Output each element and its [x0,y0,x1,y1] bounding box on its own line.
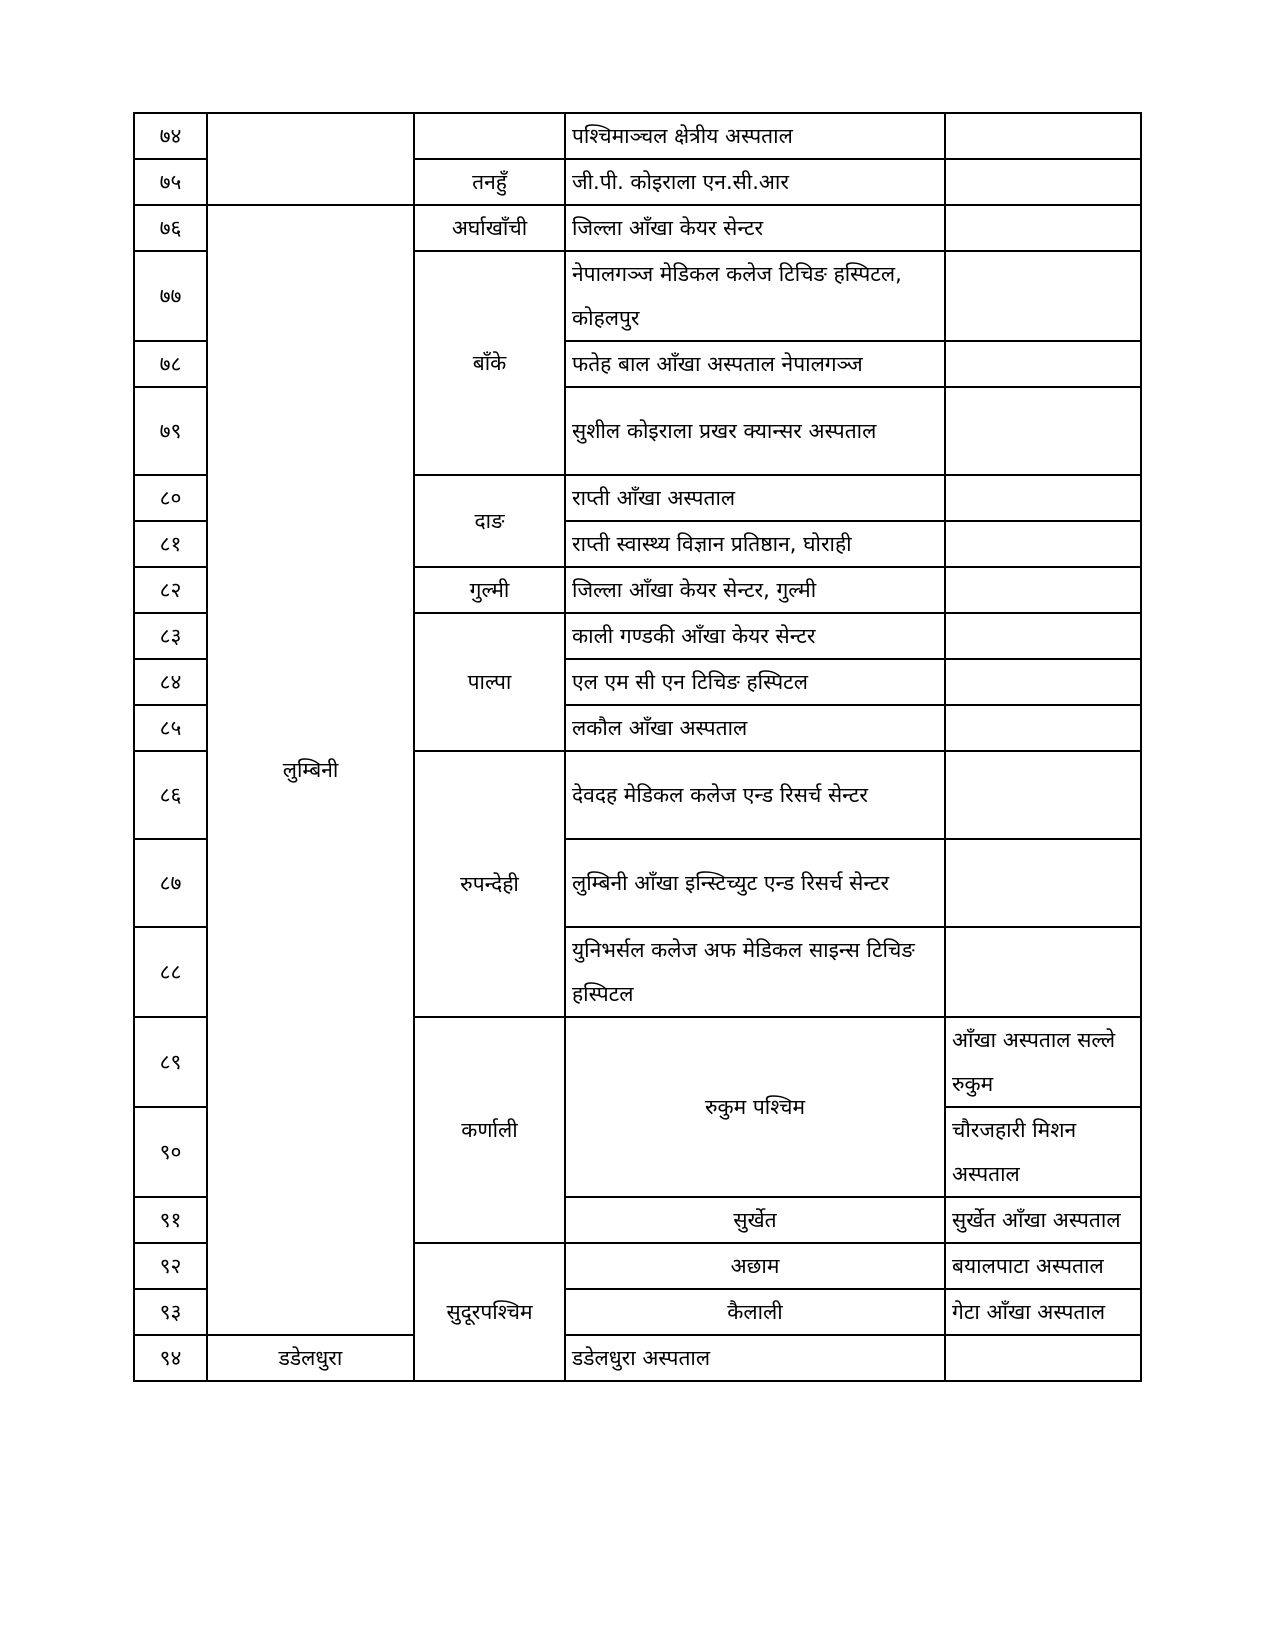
province-cell: सुदूरपश्चिम [414,1243,565,1381]
hospital-name-cell: बयालपाटा अस्पताल [945,1243,1141,1289]
serial-number-cell: ७५ [134,159,207,205]
serial-number-cell: ७८ [134,341,207,387]
district-cell: सुर्खेत [565,1197,945,1243]
serial-number-cell: ८० [134,475,207,521]
province-cell [207,113,414,205]
serial-number-cell: ९३ [134,1289,207,1335]
remarks-cell [945,613,1141,659]
remarks-cell [945,475,1141,521]
serial-number-cell: ८३ [134,613,207,659]
hospital-table [133,112,1142,1382]
remarks-cell [945,113,1141,159]
remarks-cell [945,927,1141,1017]
serial-number-cell: ९४ [134,1335,207,1381]
serial-number-cell: ८५ [134,705,207,751]
remarks-cell [945,839,1141,927]
serial-number-cell: ९० [134,1107,207,1197]
hospital-name-cell: जिल्ला आँखा केयर सेन्टर, गुल्मी [565,567,945,613]
province-cell: लुम्बिनी [207,205,414,1335]
serial-number-cell: ८८ [134,927,207,1017]
hospital-name-cell: चौरजहारी मिशन अस्पताल [945,1107,1141,1197]
remarks-cell [945,159,1141,205]
district-cell: पाल्पा [414,613,565,751]
hospital-name-cell: फतेह बाल आँखा अस्पताल नेपालगञ्ज [565,341,945,387]
hospital-name-cell: नेपालगञ्ज मेडिकल कलेज टिचिङ हस्पिटल, कोहलपुर [565,251,945,341]
hospital-name-cell: पश्चिमाञ्चल क्षेत्रीय अस्पताल [565,113,945,159]
remarks-cell [945,567,1141,613]
serial-number-cell: ८९ [134,1017,207,1107]
remarks-cell [945,751,1141,839]
serial-number-cell: ८७ [134,839,207,927]
remarks-cell [945,387,1141,475]
serial-number-cell: ७६ [134,205,207,251]
district-cell: डडेलधुरा [207,1335,414,1381]
remarks-cell [945,659,1141,705]
remarks-cell [945,1335,1141,1381]
remarks-cell [945,705,1141,751]
serial-number-cell: ८२ [134,567,207,613]
hospital-name-cell: राप्ती आँखा अस्पताल [565,475,945,521]
district-cell: बाँके [414,251,565,475]
serial-number-cell: ७४ [134,113,207,159]
district-cell: रुपन्देही [414,751,565,1017]
hospital-name-cell: काली गण्डकी आँखा केयर सेन्टर [565,613,945,659]
hospital-name-cell: राप्ती स्वास्थ्य विज्ञान प्रतिष्ठान, घोराही [565,521,945,567]
serial-number-cell: ८१ [134,521,207,567]
hospital-name-cell: लकौल आँखा अस्पताल [565,705,945,751]
district-cell: तनहुँ [414,159,565,205]
hospital-name-cell: जी.पी. कोइराला एन.सी.आर [565,159,945,205]
hospital-name-cell: गेटा आँखा अस्पताल [945,1289,1141,1335]
district-cell [414,113,565,159]
hospital-name-cell: लुम्बिनी आँखा इन्स्टिच्युट एन्ड रिसर्च सेन्टर [565,839,945,927]
hospital-name-cell: जिल्ला आँखा केयर सेन्टर [565,205,945,251]
district-cell: रुकुम पश्चिम [565,1017,945,1197]
serial-number-cell: ७७ [134,251,207,341]
serial-number-cell: ८६ [134,751,207,839]
district-cell: अर्घाखाँची [414,205,565,251]
remarks-cell [945,251,1141,341]
hospital-name-cell: एल एम सी एन टिचिङ हस्पिटल [565,659,945,705]
hospital-name-cell: डडेलधुरा अस्पताल [565,1335,945,1381]
table-row [134,1335,1141,1381]
district-cell: गुल्मी [414,567,565,613]
serial-number-cell: ८४ [134,659,207,705]
hospital-name-cell: देवदह मेडिकल कलेज एन्ड रिसर्च सेन्टर [565,751,945,839]
district-cell: अछाम [565,1243,945,1289]
remarks-cell [945,521,1141,567]
table-row [134,113,1141,159]
hospital-name-cell: सुर्खेत आँखा अस्पताल [945,1197,1141,1243]
province-cell: कर्णाली [414,1017,565,1243]
hospital-name-cell: युनिभर्सल कलेज अफ मेडिकल साइन्स टिचिङ हस्पिटल [565,927,945,1017]
remarks-cell [945,341,1141,387]
remarks-cell [945,205,1141,251]
serial-number-cell: ९१ [134,1197,207,1243]
serial-number-cell: ७९ [134,387,207,475]
hospital-name-cell: सुशील कोइराला प्रखर क्यान्सर अस्पताल [565,387,945,475]
district-cell: कैलाली [565,1289,945,1335]
table-row [134,205,1141,251]
serial-number-cell: ९२ [134,1243,207,1289]
district-cell: दाङ [414,475,565,567]
hospital-name-cell: आँखा अस्पताल सल्ले रुकुम [945,1017,1141,1107]
